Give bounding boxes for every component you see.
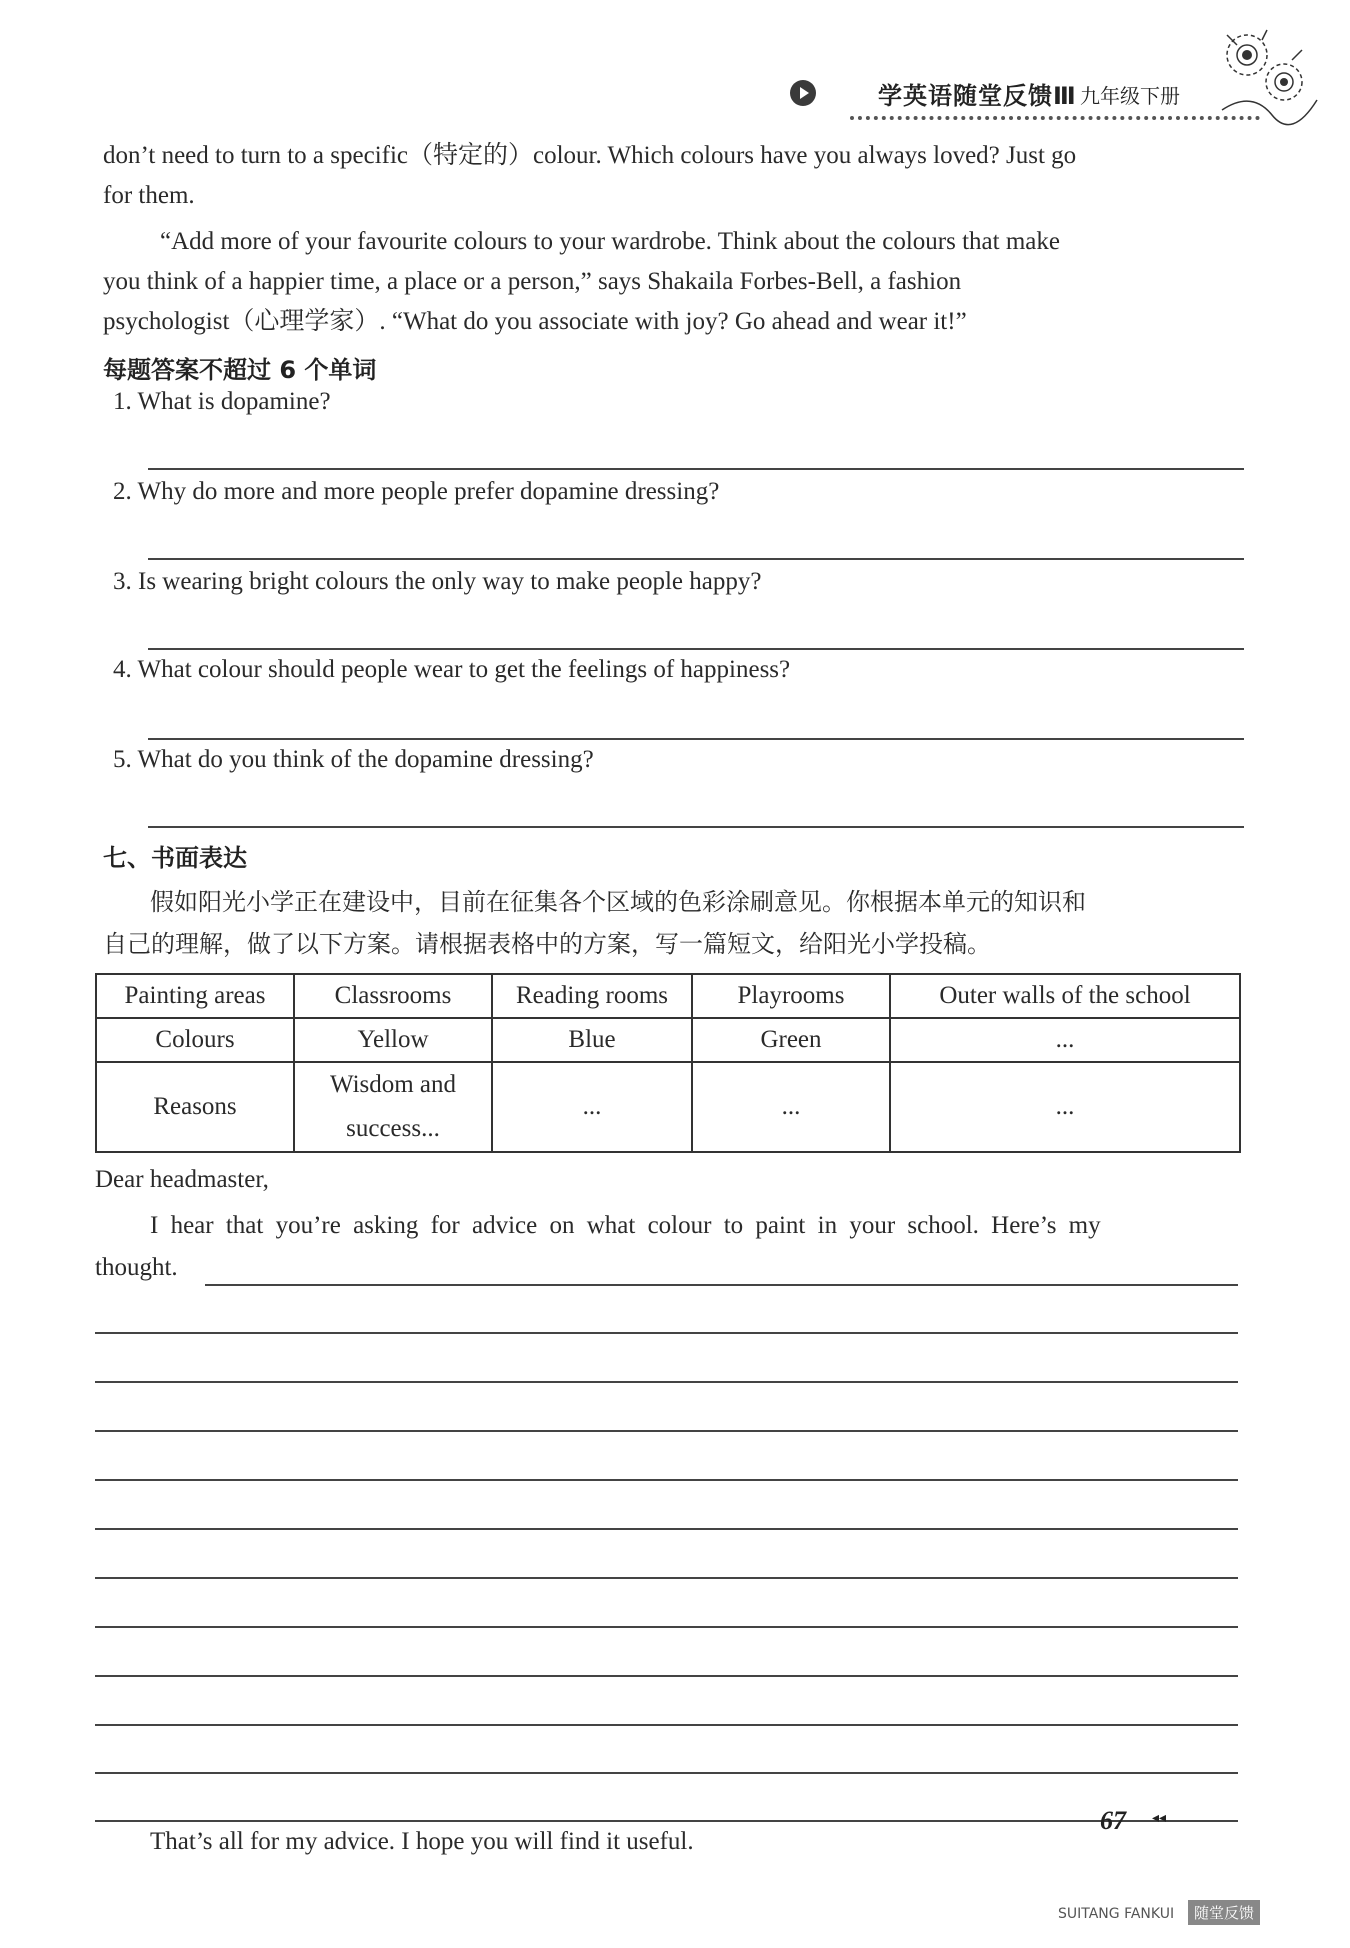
table-cell: Reasons — [96, 1062, 294, 1152]
question-5: 5. What do you think of the dopamine dressing? — [113, 746, 594, 773]
writing-line[interactable] — [95, 1332, 1238, 1334]
table-cell: Reading rooms — [492, 974, 692, 1018]
footer-brand: SUITANG FANKUI — [1058, 1906, 1175, 1922]
table-row — [96, 1062, 1240, 1152]
play-icon — [790, 80, 816, 106]
header-dotted-rule — [850, 116, 1260, 120]
writing-line[interactable] — [95, 1430, 1238, 1432]
table-cell: ... — [692, 1062, 890, 1152]
plan-table — [95, 973, 1241, 1153]
table-cell: Outer walls of the school — [890, 974, 1240, 1018]
book-subtitle: 九年级下册 — [1080, 84, 1180, 108]
table-row — [96, 1018, 1240, 1062]
footer-badge: 随堂反馈 — [1188, 1900, 1260, 1925]
book-title: 学英语随堂反馈Ⅲ — [878, 82, 1077, 110]
passage-line: “Add more of your favourite colours to your wardrobe. Think about the colours that make — [160, 228, 1060, 255]
table-cell: Playrooms — [692, 974, 890, 1018]
answer-line-3[interactable] — [148, 648, 1244, 650]
table-cell: Colours — [96, 1018, 294, 1062]
answer-line-4[interactable] — [148, 738, 1244, 740]
table-cell: Green — [692, 1018, 890, 1062]
writing-line[interactable] — [95, 1479, 1238, 1481]
writing-line[interactable] — [205, 1284, 1238, 1286]
section-intro-line: 假如阳光小学正在建设中，目前在征集各个区域的色彩涂刷意见。你根据本单元的知识和 — [150, 888, 1086, 916]
page-number: 67 — [1100, 1806, 1126, 1835]
writing-line[interactable] — [95, 1626, 1238, 1628]
table-cell: ... — [890, 1062, 1240, 1152]
answer-line-5[interactable] — [148, 826, 1244, 828]
section-intro-line: 自己的理解，做了以下方案。请根据表格中的方案，写一篇短文，给阳光小学投稿。 — [103, 930, 991, 958]
question-2: 2. Why do more and more people prefer dopamine dressing? — [113, 478, 720, 505]
letter-closing: That’s all for my advice. I hope you will find it useful. — [150, 1828, 694, 1855]
question-3: 3. Is wearing bright colours the only way to make people happy? — [113, 568, 762, 595]
back-arrows-icon: ◂◂ — [1152, 1810, 1167, 1826]
writing-line[interactable] — [95, 1381, 1238, 1383]
table-cell: Painting areas — [96, 974, 294, 1018]
passage-line: don’t need to turn to a specific（特定的）colour. Which colours have you always loved? Just go — [103, 142, 1077, 169]
table-cell: ... — [890, 1018, 1240, 1062]
page-header — [790, 72, 1260, 122]
table-cell: ... — [492, 1062, 692, 1152]
writing-line[interactable] — [95, 1528, 1238, 1530]
writing-line[interactable] — [95, 1724, 1238, 1726]
table-cell: Wisdom and success... — [294, 1062, 492, 1152]
table-cell: Blue — [492, 1018, 692, 1062]
answer-line-1[interactable] — [148, 468, 1244, 470]
question-4: 4. What colour should people wear to get the feelings of happiness? — [113, 656, 791, 683]
passage-line: for them. — [103, 182, 195, 209]
table-row — [96, 974, 1240, 1018]
writing-line[interactable] — [95, 1675, 1238, 1677]
passage-line: you think of a happier time, a place or a person,” says Shakaila Forbes-Bell, a fashion — [103, 268, 962, 295]
answer-instruction: 每题答案不超过 6 个单词 — [103, 356, 377, 384]
question-1: 1. What is dopamine? — [113, 388, 331, 415]
table-cell: Classrooms — [294, 974, 492, 1018]
table-cell: Yellow — [294, 1018, 492, 1062]
writing-line[interactable] — [95, 1772, 1238, 1774]
section-title: 七、书面表达 — [103, 844, 247, 872]
writing-line[interactable] — [95, 1577, 1238, 1579]
flower-decoration-icon — [1212, 20, 1322, 130]
letter-salutation: Dear headmaster, — [95, 1166, 269, 1193]
answer-line-2[interactable] — [148, 558, 1244, 560]
letter-opening: I hear that you’re asking for advice on what colour to paint in your school. Here’s my — [150, 1212, 1101, 1239]
passage-line: psychologist（心理学家）. “What do you associate with joy? Go ahead and wear it!” — [103, 308, 967, 335]
letter-opening: thought. — [95, 1254, 178, 1281]
